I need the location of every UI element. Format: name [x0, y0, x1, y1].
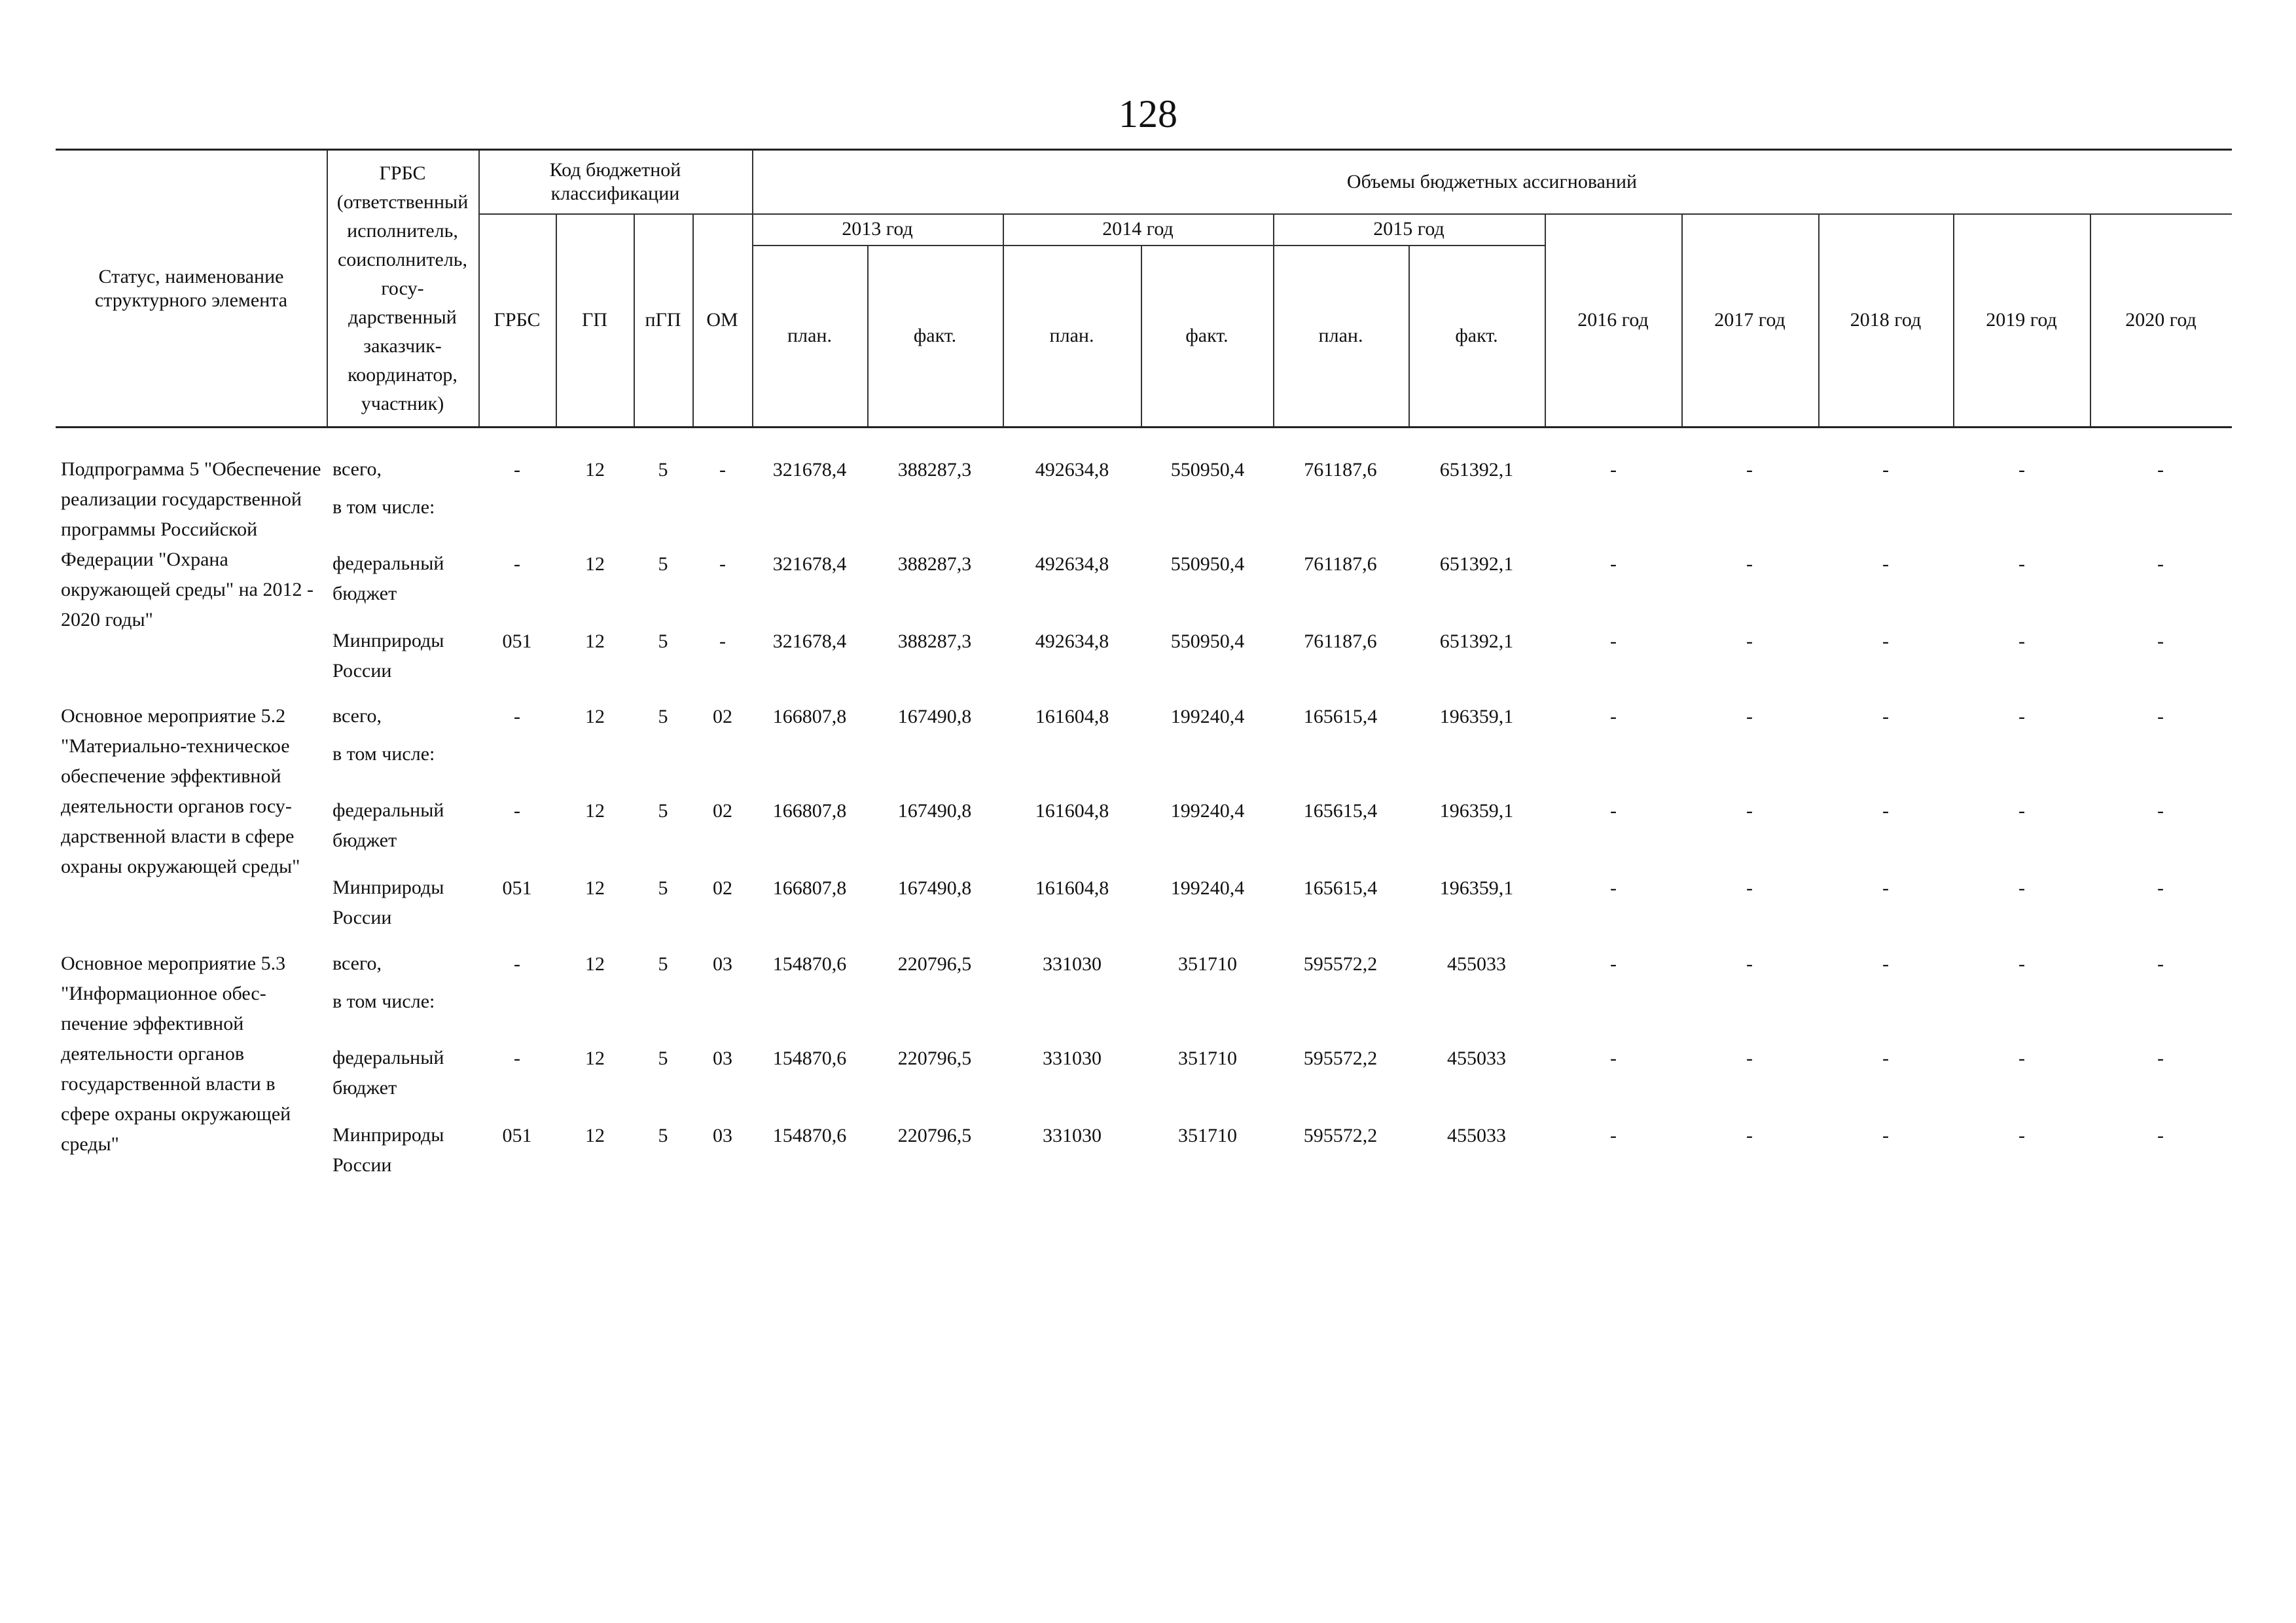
table-header: [56, 149, 2232, 428]
cell-om-code: 03: [713, 1048, 732, 1069]
cell-amount: 550950,4: [1170, 630, 1245, 652]
cell-amount: 651392,1: [1439, 553, 1514, 575]
header-fact-2015: факт.: [1455, 324, 1498, 346]
header-kbk-om: ОМ: [706, 308, 738, 331]
cell-amount: 761187,6: [1304, 459, 1377, 481]
cell-future-year: -: [1882, 630, 1889, 652]
cell-grbs-code: -: [514, 953, 520, 975]
cell-amount: 321678,4: [772, 459, 847, 481]
header-year-2014: 2014 год: [1102, 218, 1174, 240]
cell-amount: 595572,2: [1303, 953, 1378, 975]
cell-pgp-code: 5: [658, 877, 668, 899]
cell-amount: 321678,4: [772, 553, 847, 575]
cell-gp-code: 12: [585, 459, 605, 481]
cell-amount: 161604,8: [1035, 706, 1109, 727]
cell-om-code: 02: [713, 877, 732, 899]
cell-amount: 595572,2: [1303, 1048, 1378, 1069]
header-year-2019: 2019 год: [1986, 308, 2057, 331]
header-volumes: Объемы бюджетных ассигнований: [1346, 171, 1638, 192]
cell-future-year: -: [1882, 800, 1889, 822]
block-status-text: Основное мероприятие 5.2 "Материально-техническое обеспечение эффективной деятельности органов государственной власти в сфере охраны окружающей среды": [61, 705, 300, 877]
header-year-2013: 2013 год: [842, 218, 913, 240]
cell-amount: 388287,3: [897, 459, 972, 481]
cell-amount: 455033: [1447, 953, 1506, 975]
cell-om-code: -: [719, 630, 726, 652]
block-status-text: Подпрограмма 5 "Обеспечение реализации государственной программы Российской Федерации "Охрана окружающей среды" на 2012 - 2020 годы": [61, 458, 321, 630]
cell-future-year: -: [1882, 877, 1889, 899]
cell-om-code: 03: [713, 953, 732, 975]
cell-future-year: -: [1610, 706, 1617, 727]
cell-future-year: -: [1882, 706, 1889, 727]
header-kbk: Код бюджетной классификации: [549, 159, 681, 204]
cell-future-year: -: [1746, 706, 1753, 727]
cell-future-year: -: [1746, 1048, 1753, 1069]
cell-future-year: -: [1610, 630, 1617, 652]
cell-amount: 550950,4: [1170, 459, 1245, 481]
cell-future-year: -: [1746, 877, 1753, 899]
cell-gp-code: 12: [585, 800, 605, 822]
header-grbs: ГРБС (ответственный исполнитель, соисполнитель, государственный заказчик-координатор, участник): [336, 162, 469, 414]
cell-amount: 331030: [1043, 1048, 1102, 1069]
cell-grbs-code: -: [514, 553, 520, 575]
cell-pgp-code: 5: [658, 800, 668, 822]
row-source-label: всего,: [332, 705, 382, 727]
cell-future-year: -: [1610, 953, 1617, 975]
header-year-2016: 2016 год: [1577, 308, 1649, 331]
cell-future-year: -: [2018, 953, 2025, 975]
cell-future-year: -: [2157, 1048, 2164, 1069]
cell-future-year: -: [1882, 1125, 1889, 1146]
cell-future-year: -: [2157, 800, 2164, 822]
header-year-2020: 2020 год: [2125, 308, 2197, 331]
cell-gp-code: 12: [585, 630, 605, 652]
header-year-2018: 2018 год: [1850, 308, 1922, 331]
cell-future-year: -: [2157, 553, 2164, 575]
cell-pgp-code: 5: [658, 706, 668, 727]
cell-grbs-code: -: [514, 800, 520, 822]
cell-future-year: -: [1610, 877, 1617, 899]
cell-future-year: -: [2157, 1125, 2164, 1146]
cell-amount: 455033: [1447, 1048, 1506, 1069]
cell-future-year: -: [1746, 953, 1753, 975]
cell-future-year: -: [1610, 459, 1617, 481]
cell-future-year: -: [1882, 459, 1889, 481]
cell-pgp-code: 5: [658, 1125, 668, 1146]
cell-amount: 165615,4: [1303, 877, 1378, 899]
cell-future-year: -: [1746, 459, 1753, 481]
row-source-label: федеральный бюджет: [332, 553, 444, 604]
header-kbk-pgp: пГП: [645, 308, 681, 331]
cell-gp-code: 12: [585, 953, 605, 975]
cell-amount: 492634,8: [1035, 630, 1109, 652]
cell-gp-code: 12: [585, 1125, 605, 1146]
header-fact-2014: факт.: [1185, 324, 1229, 346]
cell-grbs-code: 051: [502, 1125, 532, 1146]
cell-amount: 165615,4: [1303, 706, 1378, 727]
cell-future-year: -: [2018, 553, 2025, 575]
cell-amount: 492634,8: [1035, 459, 1109, 481]
row-source-label: федеральный бюджет: [332, 1047, 444, 1099]
page-number: 128: [1119, 92, 1177, 136]
cell-future-year: -: [2018, 630, 2025, 652]
row-source-label: федеральный бюджет: [332, 799, 444, 851]
cell-amount: 550950,4: [1170, 553, 1245, 575]
cell-future-year: -: [2018, 706, 2025, 727]
cell-amount: 161604,8: [1035, 877, 1109, 899]
cell-grbs-code: -: [514, 1048, 520, 1069]
cell-gp-code: 12: [585, 706, 605, 727]
cell-amount: 154870,6: [772, 953, 847, 975]
cell-amount: 595572,2: [1303, 1125, 1378, 1146]
cell-amount: 761187,6: [1304, 630, 1377, 652]
cell-gp-code: 12: [585, 1048, 605, 1069]
cell-amount: 220796,5: [897, 953, 972, 975]
cell-amount: 388287,3: [897, 553, 972, 575]
header-kbk-grbs: ГРБС: [493, 308, 541, 331]
cell-amount: 388287,3: [897, 630, 972, 652]
cell-future-year: -: [2018, 1048, 2025, 1069]
cell-future-year: -: [2157, 953, 2164, 975]
cell-future-year: -: [1746, 630, 1753, 652]
cell-amount: 166807,8: [772, 706, 847, 727]
cell-amount: 154870,6: [772, 1125, 847, 1146]
cell-gp-code: 12: [585, 877, 605, 899]
cell-grbs-code: 051: [502, 877, 532, 899]
cell-amount: 651392,1: [1439, 459, 1514, 481]
cell-amount: 351710: [1178, 953, 1237, 975]
cell-gp-code: 12: [585, 553, 605, 575]
cell-future-year: -: [1610, 800, 1617, 822]
cell-future-year: -: [1746, 800, 1753, 822]
cell-amount: 167490,8: [897, 800, 972, 822]
cell-pgp-code: 5: [658, 953, 668, 975]
cell-amount: 220796,5: [897, 1125, 972, 1146]
cell-amount: 455033: [1447, 1125, 1506, 1146]
cell-grbs-code: -: [514, 706, 520, 727]
cell-amount: 492634,8: [1035, 553, 1109, 575]
cell-future-year: -: [2018, 1125, 2025, 1146]
row-source-label: Минприроды России: [332, 877, 444, 928]
cell-pgp-code: 5: [658, 459, 668, 481]
cell-future-year: -: [2018, 800, 2025, 822]
cell-amount: 165615,4: [1303, 800, 1378, 822]
cell-amount: 331030: [1043, 953, 1102, 975]
cell-amount: 161604,8: [1035, 800, 1109, 822]
header-year-2017: 2017 год: [1714, 308, 1785, 331]
cell-amount: 166807,8: [772, 800, 847, 822]
cell-amount: 199240,4: [1170, 706, 1245, 727]
cell-future-year: -: [2018, 877, 2025, 899]
cell-om-code: -: [719, 459, 726, 481]
cell-future-year: -: [2157, 630, 2164, 652]
cell-om-code: 03: [713, 1125, 732, 1146]
cell-amount: 196359,1: [1439, 706, 1514, 727]
header-status: Статус, наименование структурного элемента: [94, 265, 288, 311]
cell-future-year: -: [1882, 553, 1889, 575]
cell-amount: 199240,4: [1170, 877, 1245, 899]
cell-amount: 167490,8: [897, 877, 972, 899]
header-kbk-gp: ГП: [581, 308, 607, 331]
row-source-label: в том числе:: [332, 496, 435, 518]
cell-future-year: -: [1882, 953, 1889, 975]
row-source-label: в том числе:: [332, 991, 435, 1012]
cell-om-code: 02: [713, 706, 732, 727]
cell-amount: 167490,8: [897, 706, 972, 727]
cell-pgp-code: 5: [658, 1048, 668, 1069]
cell-amount: 321678,4: [772, 630, 847, 652]
cell-amount: 651392,1: [1439, 630, 1514, 652]
cell-amount: 154870,6: [772, 1048, 847, 1069]
header-plan-2014: план.: [1049, 324, 1094, 346]
cell-future-year: -: [2018, 459, 2025, 481]
cell-om-code: -: [719, 553, 726, 575]
cell-future-year: -: [1746, 553, 1753, 575]
cell-amount: 196359,1: [1439, 877, 1514, 899]
cell-grbs-code: 051: [502, 630, 532, 652]
cell-om-code: 02: [713, 800, 732, 822]
header-fact-2013: факт.: [913, 324, 957, 346]
cell-future-year: -: [1610, 553, 1617, 575]
cell-future-year: -: [2157, 706, 2164, 727]
header-plan-2015: план.: [1318, 324, 1363, 346]
cell-future-year: -: [1610, 1048, 1617, 1069]
block-status-text: Основное мероприятие 5.3 "Информационное обеспечение эффективной деятельности органов государственной власти в сфере охраны окружающей среды": [61, 953, 291, 1155]
cell-future-year: -: [2157, 877, 2164, 899]
row-source-label: в том числе:: [332, 743, 435, 765]
cell-amount: 331030: [1043, 1125, 1102, 1146]
cell-future-year: -: [1746, 1125, 1753, 1146]
row-source-label: всего,: [332, 953, 382, 974]
cell-amount: 351710: [1178, 1125, 1237, 1146]
cell-future-year: -: [1610, 1125, 1617, 1146]
row-source-label: Минприроды России: [332, 1124, 444, 1176]
cell-amount: 351710: [1178, 1048, 1237, 1069]
cell-pgp-code: 5: [658, 553, 668, 575]
cell-amount: 166807,8: [772, 877, 847, 899]
cell-amount: 196359,1: [1439, 800, 1514, 822]
cell-future-year: -: [1882, 1048, 1889, 1069]
cell-future-year: -: [2157, 459, 2164, 481]
cell-grbs-code: -: [514, 459, 520, 481]
cell-amount: 761187,6: [1304, 553, 1377, 575]
row-source-label: Минприроды России: [332, 630, 444, 682]
header-year-2015: 2015 год: [1373, 218, 1444, 240]
row-source-label: всего,: [332, 458, 382, 480]
cell-pgp-code: 5: [658, 630, 668, 652]
cell-amount: 220796,5: [897, 1048, 972, 1069]
header-plan-2013: план.: [787, 324, 832, 346]
cell-amount: 199240,4: [1170, 800, 1245, 822]
